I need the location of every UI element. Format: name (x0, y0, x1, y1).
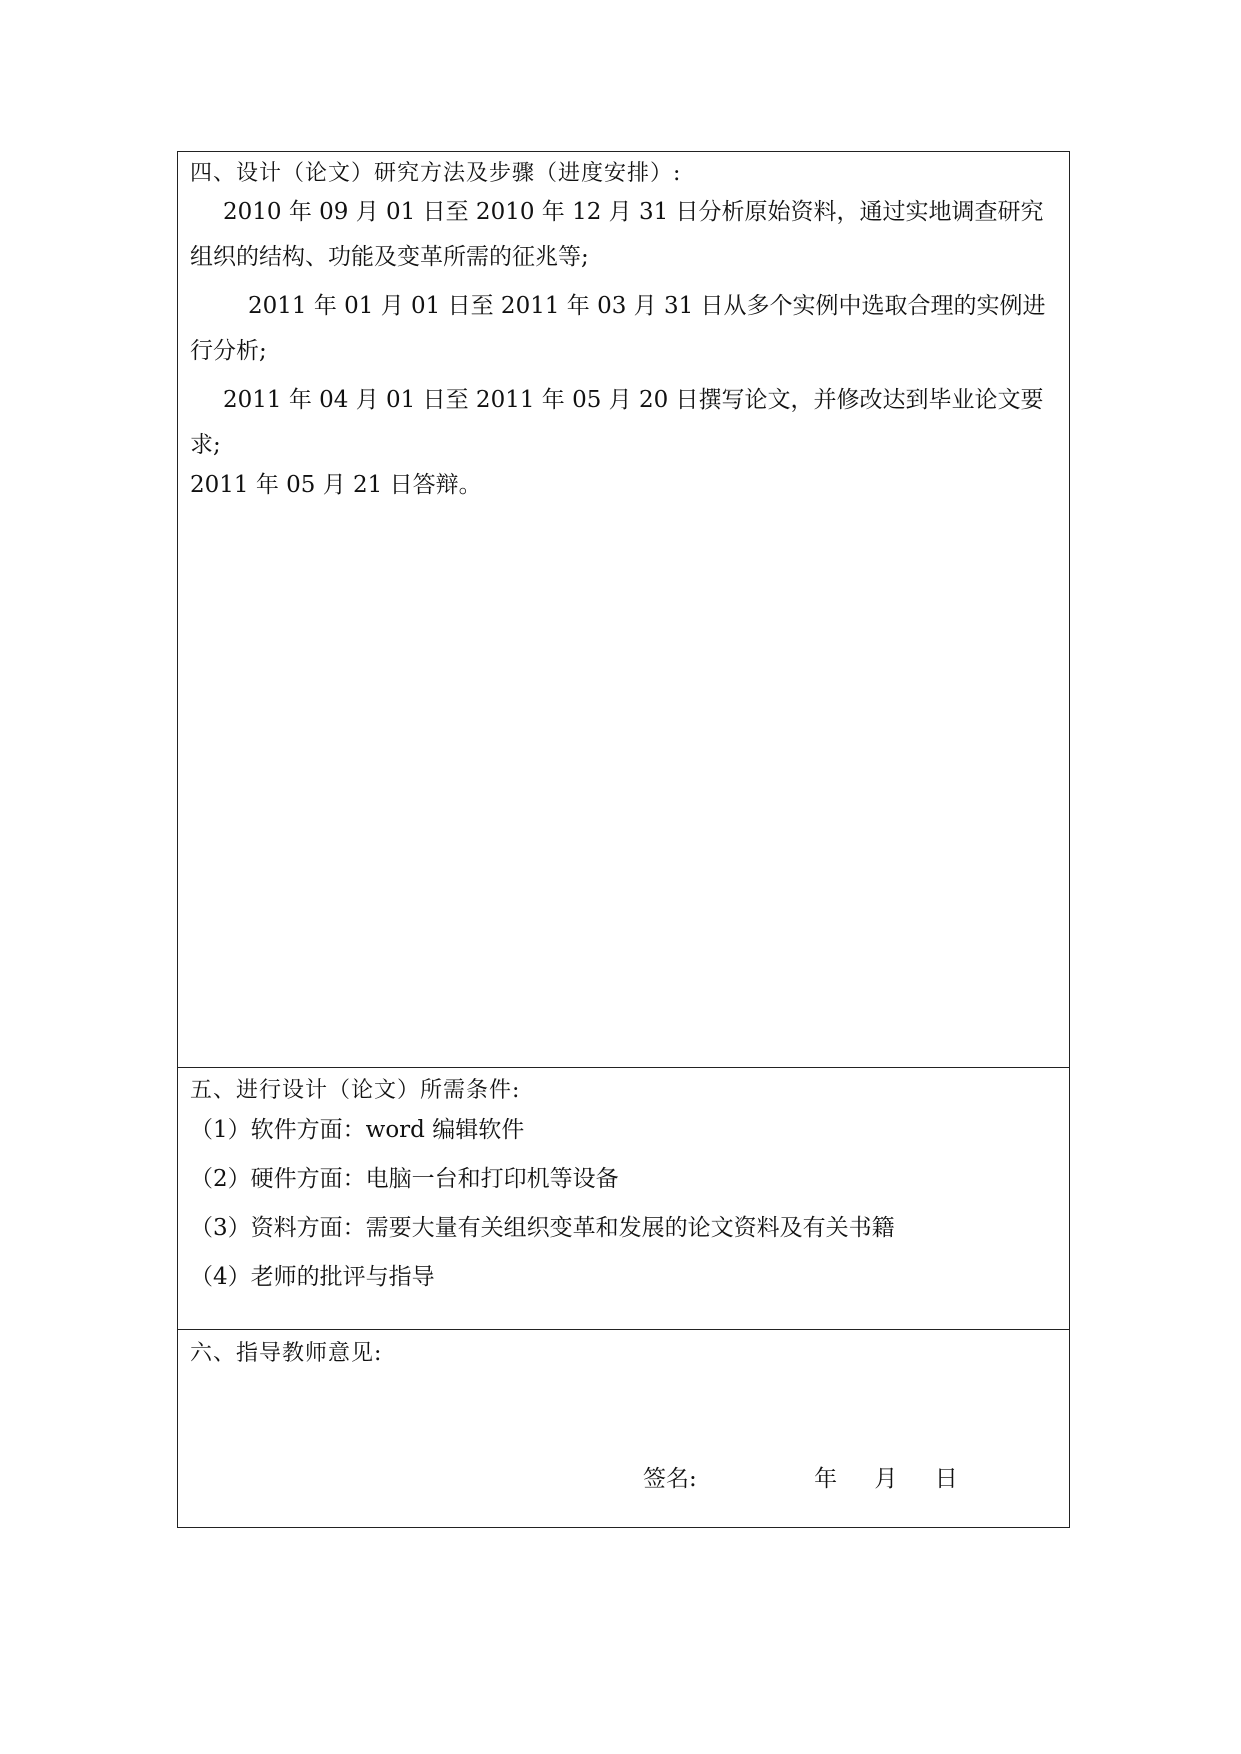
condition-item-hardware: （2）硬件方面：电脑一台和打印机等设备 (190, 1166, 619, 1192)
condition-item-materials: （3）资料方面：需要大量有关组织变革和发展的论文资料及有关书籍 (190, 1215, 895, 1241)
schedule-line-3: 2011 年 01 月 01 日至 2011 年 03 月 31 日从多个实例中选取合理的实例进 (248, 293, 1046, 319)
schedule-line-1: 2010 年 09 月 01 日至 2010 年 12 月 31 日分析原始资料，通过实地调查研究 (223, 199, 1044, 225)
schedule-line-4: 行分析; (190, 338, 267, 364)
schedule-line-2: 组织的结构、功能及变革所需的征兆等; (190, 244, 589, 270)
research-methods-section (178, 152, 1069, 1068)
schedule-line-5: 2011 年 04 月 01 日至 2011 年 05 月 20 日撰写论文，并修改达到毕业论文要 (223, 387, 1044, 413)
schedule-line-7: 2011 年 05 月 21 日答辩。 (190, 472, 482, 498)
month-label: 月 (874, 1466, 898, 1492)
required-conditions-section (178, 1068, 1069, 1330)
schedule-line-6: 求; (190, 432, 221, 458)
signature-label: 签名: (643, 1466, 697, 1492)
day-label: 日 (934, 1466, 958, 1492)
signature-row (643, 1460, 958, 1493)
proposal-form-table (177, 151, 1070, 1528)
required-conditions-heading: 五、进行设计（论文）所需条件: (190, 1078, 521, 1103)
advisor-opinion-heading: 六、指导教师意见: (190, 1341, 383, 1366)
condition-item-software: （1）软件方面：word 编辑软件 (190, 1117, 525, 1143)
research-methods-heading: 四、设计（论文）研究方法及步骤（进度安排）: (190, 161, 682, 186)
condition-item-guidance: （4）老师的批评与指导 (190, 1264, 435, 1290)
year-label: 年 (814, 1466, 838, 1492)
advisor-opinion-section (178, 1330, 1069, 1527)
